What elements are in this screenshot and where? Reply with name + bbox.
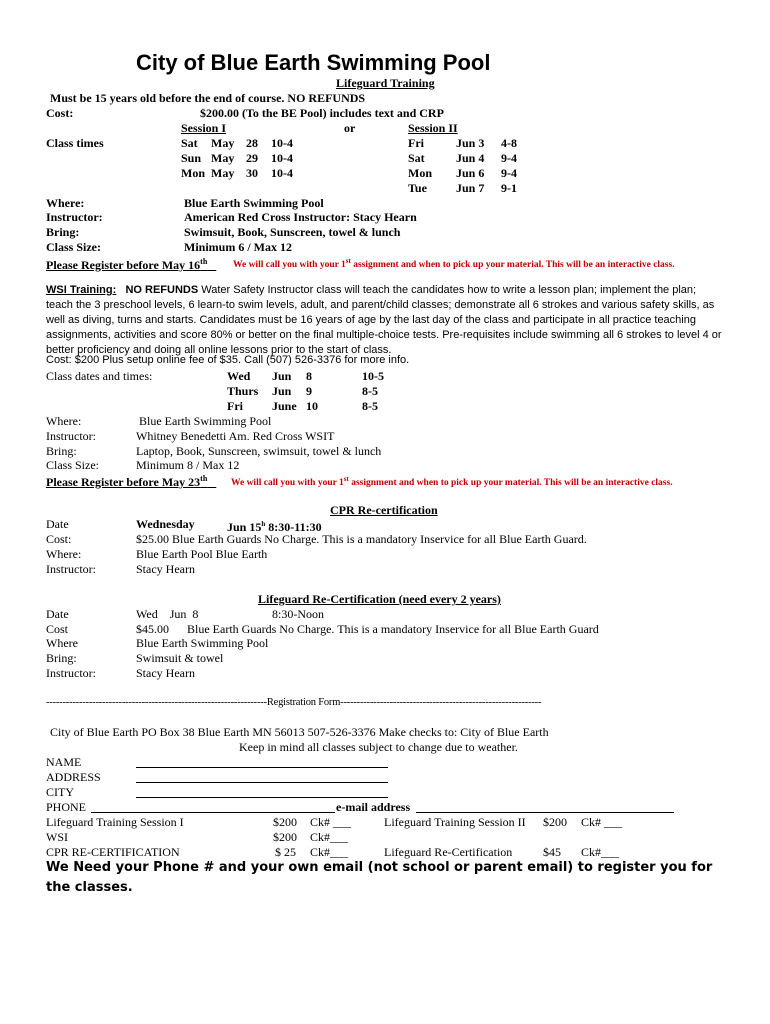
cpr-date: Jun 15$^h$ 8:30-11:30 [227, 520, 322, 534]
wsi-size: Minimum 8 / Max 12 [136, 458, 240, 472]
wsi-day: Wed [227, 369, 251, 383]
name-label: NAME [46, 755, 82, 769]
wsi-bring-label: Bring: [46, 444, 77, 458]
weather-note: Keep in mind all classes subject to change due to weather. [239, 740, 518, 754]
or-label: or [344, 121, 356, 135]
city-field[interactable] [136, 797, 388, 798]
recert-where: Blue Earth Swimming Pool [136, 636, 269, 650]
s2-day: Fri [408, 136, 424, 150]
cost-value: $200.00 (To the BE Pool) includes text and CRP [200, 106, 444, 120]
wsi-time: 8-5 [362, 399, 378, 413]
s1-date: 28 [246, 136, 258, 150]
wsi-desc: Water Safety Instructor class will teach the candidates how to write a lesson plan; implement the plan; teach the 3 preschool levels, 6 learn-to swim levels, adult, and parent/child classes; demonstrate all 6 strokes and various safety skills, as well as diving, turns and starts. Candidates must be 16 years of age by the last day of the class and participate in all practice teaching assignments, activities and score 80% or better on the final multiple-choice tests. Pre-requisites include swimming all 6 strokes to level 4 or better proficiency and doing all online lessons prior to the start of class. [46, 284, 722, 356]
s1-date: 30 [246, 166, 258, 180]
where-label: Where: [46, 196, 85, 210]
size-label: Class Size: [46, 240, 101, 254]
recert-heading: Lifeguard Re-Certification (need every 2 years) [258, 592, 501, 606]
instructor-value: American Red Cross Instructor: Stacy Hearn [184, 210, 417, 224]
wsi-where: Blue Earth Swimming Pool [139, 414, 272, 428]
wsi-month: Jun [272, 369, 292, 383]
s1-month: May [211, 151, 235, 165]
s1-time: 10-4 [271, 136, 293, 150]
cpr-instructor-label: Instructor: [46, 562, 96, 576]
recert-check[interactable]: Ck#___ [581, 845, 620, 859]
registration-divider: -------------------------------------------------------------------Registration Form------------------------------------------------------------- [46, 697, 542, 708]
address-label: ADDRESS [46, 770, 101, 784]
s2-date: Jun 7 [456, 181, 485, 195]
wsi-instructor-label: Instructor: [46, 429, 96, 443]
lifeguard-session2-option: Lifeguard Training Session II [384, 815, 526, 829]
lifeguard-heading: Lifeguard Training [336, 76, 435, 90]
interactive-note: We will call you with your 1st assignment and when to pick up your material. This will be an interactive class. [233, 257, 675, 271]
s2-time: 9-4 [501, 151, 517, 165]
wsi-month: June [272, 399, 297, 413]
wsi-bring: Laptop, Book, Sunscreen, swimsuit, towel & lunch [136, 444, 382, 458]
wsi-cost: Cost: $200 Plus setup online fee of $35. Call (507) 526-3376 for more info. [46, 354, 410, 366]
s1-day: Mon [181, 166, 205, 180]
recert-instructor-label: Instructor: [46, 666, 96, 680]
wsi-check[interactable]: Ck#___ [310, 830, 349, 844]
lifeguard-session1-option: Lifeguard Training Session I [46, 815, 184, 829]
wsi-date: 8 [306, 369, 312, 383]
wsi-month: Jun [272, 384, 292, 398]
wsi-time: 8-5 [362, 384, 378, 398]
session1-label: Session I [181, 121, 227, 135]
city-label: CITY [46, 785, 74, 799]
recert-date-label: Date [46, 607, 69, 621]
cpr-date-label: Date [46, 517, 69, 531]
wsi-date: 10 [306, 399, 318, 413]
s1-date: 29 [246, 151, 258, 165]
s2-day: Mon [408, 166, 432, 180]
cpr-date-day: Wednesday [136, 517, 195, 531]
cpr-cost-label: Cost: [46, 532, 72, 546]
footer-note: We Need your Phone # and your own email (not school or parent email) to register you for the classes. [46, 860, 713, 895]
wsi-instructor: Whitney Benedetti Am. Red Cross WSIT [136, 429, 335, 443]
class-times-label: Class times [46, 136, 104, 150]
instructor-label: Instructor: [46, 210, 103, 224]
cpr-heading: CPR Re-certification [330, 503, 438, 517]
s2-day: Tue [408, 181, 427, 195]
wsi-date: 9 [306, 384, 312, 398]
lifeguard-session2-price: $200 [543, 815, 567, 829]
cost-label: Cost: [46, 106, 74, 120]
wsi-dates-label: Class dates and times: [46, 369, 153, 383]
recert-cost: $45.00 Blue Earth Guards No Charge. This is a mandatory Inservice for all Blue Earth Guard [136, 622, 599, 636]
page-title: City of Blue Earth Swimming Pool [136, 50, 491, 75]
wsi-price: $200 [273, 830, 297, 844]
s2-time: 4-8 [501, 136, 517, 150]
wsi-register-deadline: Please Register before May 23th [46, 474, 208, 489]
s2-date: Jun 3 [456, 136, 485, 150]
s1-month: May [211, 166, 235, 180]
s2-date: Jun 6 [456, 166, 485, 180]
phone-label: PHONE [46, 800, 87, 814]
cpr-price: $ 25 [275, 845, 296, 859]
wsi-label: WSI Training: [46, 284, 117, 296]
bring-value: Swimsuit, Book, Sunscreen, towel & lunch [184, 225, 401, 239]
s2-time: 9-4 [501, 166, 517, 180]
recert-where-label: Where [46, 636, 78, 650]
recert-price: $45 [543, 845, 561, 859]
bring-label: Bring: [46, 225, 80, 239]
s1-day: Sun [181, 151, 202, 165]
wsi-option: WSI [46, 830, 68, 844]
wsi-where-label: Where: [46, 414, 82, 428]
s1-month: May [211, 136, 235, 150]
size-value: Minimum 6 / Max 12 [184, 240, 292, 254]
s1-time: 10-4 [271, 151, 293, 165]
cpr-cost: $25.00 Blue Earth Guards No Charge. This is a mandatory Inservice for all Blue Earth Guard. [136, 532, 587, 546]
age-line: Must be 15 years old before the end of course. NO REFUNDS [50, 91, 366, 105]
address-field[interactable] [136, 782, 388, 783]
wsi-time: 10-5 [362, 369, 384, 383]
wsi-day: Thurs [227, 384, 259, 398]
lifeguard-session1-check[interactable]: Ck# ___ [310, 815, 352, 829]
cpr-where: Blue Earth Pool Blue Earth [136, 547, 268, 561]
recert-option: Lifeguard Re-Certification [384, 845, 513, 859]
wsi-size-label: Class Size: [46, 458, 99, 472]
register-deadline: Please Register before May 16th [46, 257, 208, 272]
recert-time: 8:30-Noon [272, 607, 324, 621]
recert-bring: Swimsuit & towel [136, 651, 224, 665]
recert-cost-label: Cost [46, 622, 69, 636]
cpr-instructor: Stacy Hearn [136, 562, 195, 576]
lifeguard-session2-check[interactable]: Ck# ___ [581, 815, 623, 829]
s2-date: Jun 4 [456, 151, 485, 165]
s2-day: Sat [408, 151, 425, 165]
s2-time: 9-1 [501, 181, 517, 195]
s1-time: 10-4 [271, 166, 293, 180]
wsi-description [46, 283, 726, 358]
recert-instructor: Stacy Hearn [136, 666, 195, 680]
wsi-interactive-note: We will call you with your 1st assignment and when to pick up your material. This will be an interactive class. [231, 475, 673, 489]
email-label: e-mail address [336, 800, 411, 814]
session2-label: Session II [408, 121, 458, 135]
wsi-no-refunds: NO REFUNDS [125, 284, 199, 296]
lifeguard-session1-price: $200 [273, 815, 297, 829]
recert-date: Wed Jun 8 [136, 607, 199, 621]
s1-day: Sat [181, 136, 198, 150]
cpr-check[interactable]: Ck#___ [310, 845, 349, 859]
email-field[interactable] [416, 812, 674, 813]
recert-bring-label: Bring: [46, 651, 77, 665]
wsi-day: Fri [227, 399, 243, 413]
where-value: Blue Earth Swimming Pool [184, 196, 324, 210]
cpr-where-label: Where: [46, 547, 82, 561]
city-address: City of Blue Earth PO Box 38 Blue Earth MN 56013 507-526-3376 Make checks to: City of Blue Earth [50, 725, 549, 739]
phone-field[interactable] [91, 812, 335, 813]
cpr-option: CPR RE-CERTIFICATION [46, 845, 180, 859]
name-field[interactable] [136, 767, 388, 768]
